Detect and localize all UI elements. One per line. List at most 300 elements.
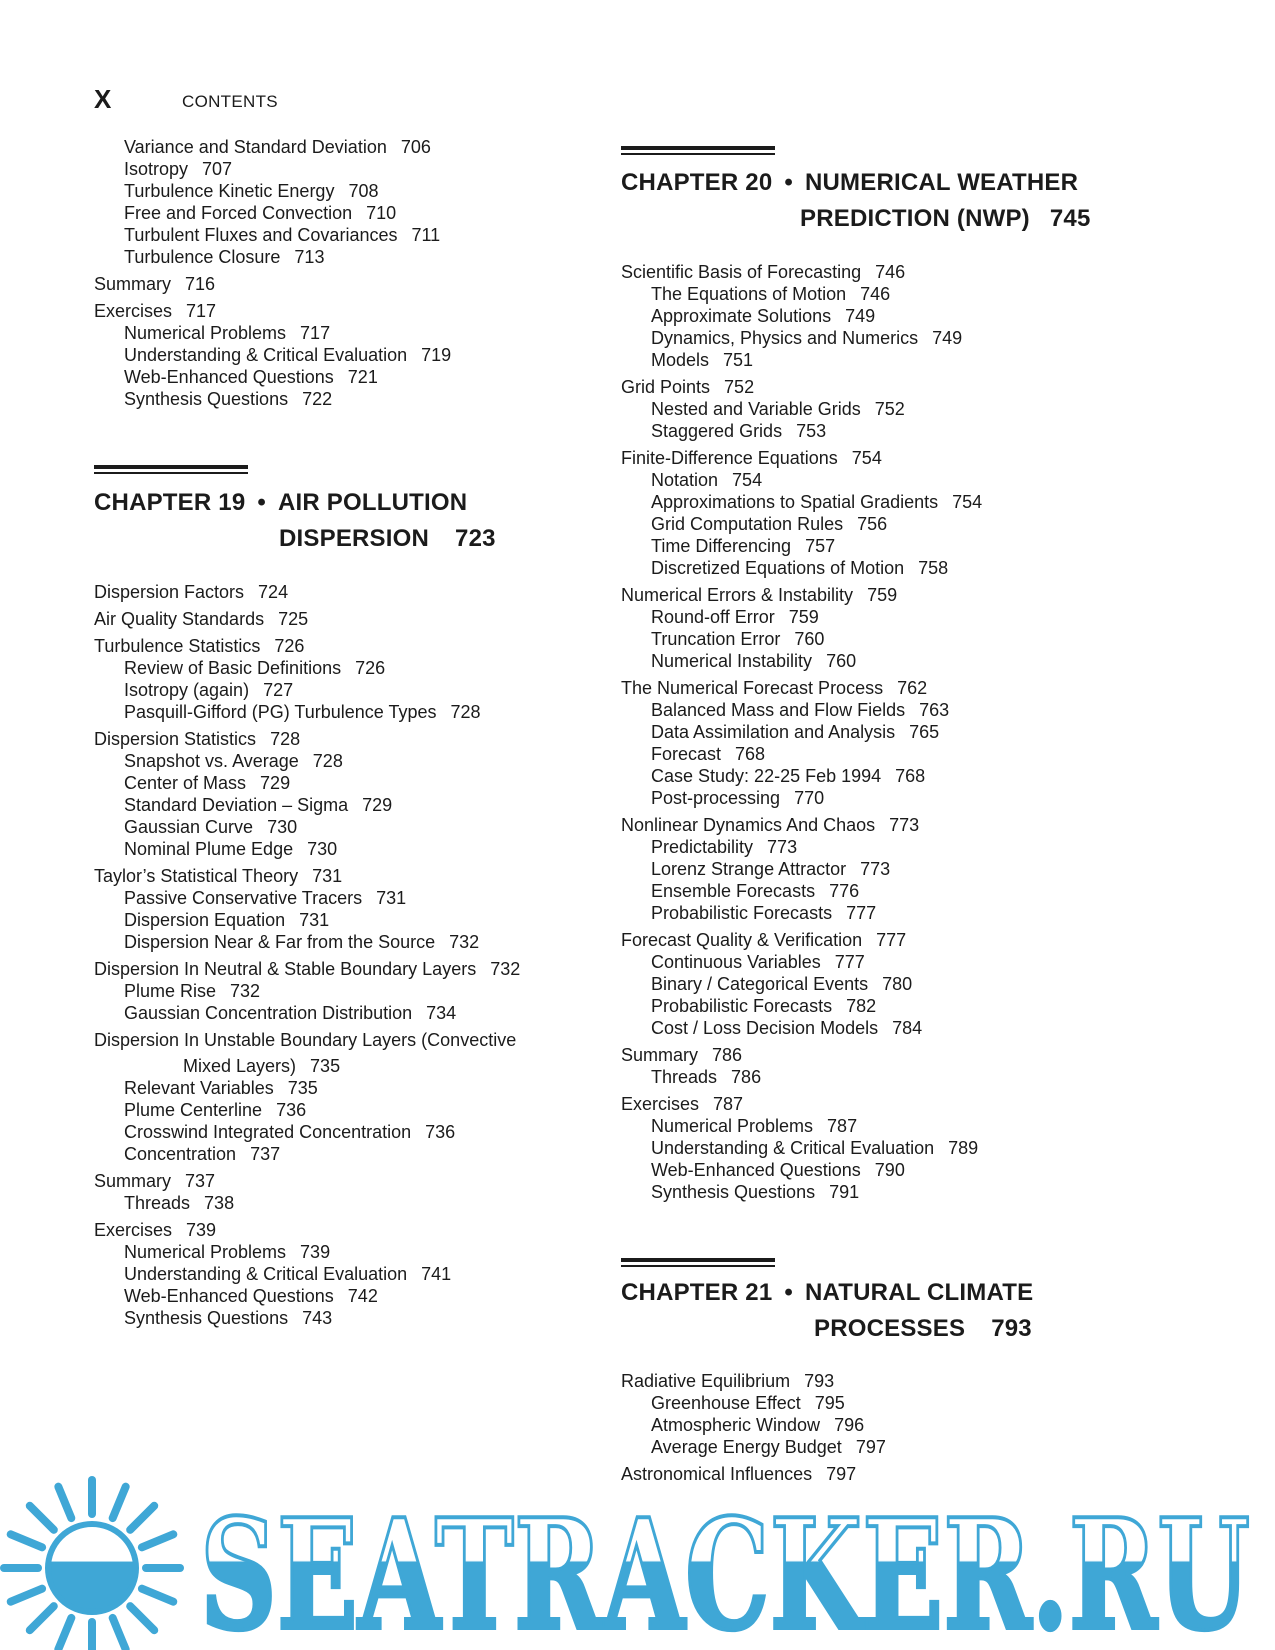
chapter-20-page: 745 [1049,205,1091,232]
toc-entry-page: 731 [312,866,343,886]
toc-entry-title: Nested and Variable Grids [651,399,861,419]
chapter-19-label: CHAPTER 19 [94,489,246,516]
toc-entry [94,300,216,322]
toc-entry-page: 768 [735,744,766,764]
toc-entry-title: Threads [651,1067,718,1087]
toc-entry-title: Numerical Instability [651,651,813,671]
toc-entry-title: Understanding & Critical Evaluation [124,1264,408,1284]
toc-entry [651,902,876,924]
toc-entry [651,535,835,557]
toc-entry-page: 734 [426,1003,457,1023]
toc-entry [651,513,887,535]
toc-entry-page: 758 [918,558,949,578]
chapter-21-heading [621,1274,1033,1312]
toc-entry [124,1077,318,1099]
chapter-20-rule [621,146,775,156]
toc-entry [651,1392,845,1414]
toc-entry-page: 726 [274,636,305,656]
chapter-20-heading-line2 [800,200,1091,238]
toc-entry-title: Web-Enhanced Questions [124,367,334,387]
toc-entry [651,469,762,491]
toc-entry-page: 793 [804,1371,835,1391]
toc-entry [651,836,797,858]
chapter-19-page: 723 [455,525,496,552]
toc-entry-page: 765 [909,722,940,742]
toc-entry [124,1143,280,1165]
toc-entry-page: 729 [362,795,393,815]
toc-entry-title: Air Quality Standards [94,609,265,629]
toc-entry [94,1219,216,1241]
toc-entry-page: 773 [889,815,920,835]
toc-entry-title: Snapshot vs. Average [124,751,299,771]
chapter-21-heading-line2 [814,1310,1032,1348]
toc-entry-page: 732 [490,959,521,979]
toc-entry-title: Isotropy (again) [124,680,250,700]
toc-entry-page: 752 [874,399,905,419]
toc-entry-page: 743 [302,1308,333,1328]
toc-entry [94,273,215,295]
toc-entry [124,1241,330,1263]
toc-entry [651,628,824,650]
toc-entry-title: Binary / Categorical Events [651,974,869,994]
toc-entry-page: 730 [267,817,298,837]
toc-entry [651,1414,864,1436]
chapter-21-label: CHAPTER 21 [621,1279,773,1306]
toc-entry [651,995,876,1017]
toc-entry [651,1017,922,1039]
toc-entry-page: 773 [767,837,798,857]
sun-ray [30,1606,54,1630]
chapter-19-heading [94,484,467,522]
chapter-21-bullet: • [784,1279,793,1306]
toc-entry-title: Numerical Errors & Instability [621,585,854,605]
toc-entry [651,650,856,672]
toc-entry-page: 724 [258,582,289,602]
toc-entry [651,1159,905,1181]
toc-entry-page: 742 [347,1286,378,1306]
toc-entry [621,584,897,606]
toc-entry [651,1181,859,1203]
toc-entry-title: Truncation Error [651,629,781,649]
toc-entry-page: 706 [400,137,431,157]
toc-entry-title: Plume Centerline [124,1100,263,1120]
toc-entry [124,180,379,202]
toc-entry-title: Center of Mass [124,773,247,793]
toc-entry [651,787,824,809]
toc-entry-page: 722 [302,389,333,409]
toc-entry-title: The Numerical Forecast Process [621,678,884,698]
toc-entry [124,816,297,838]
toc-entry-title: Numerical Problems [651,1116,814,1136]
chapter-20-title-line1: NUMERICAL WEATHER [804,169,1079,196]
toc-entry-title: Nominal Plume Edge [124,839,294,859]
toc-entry [621,814,919,836]
toc-entry [124,1307,332,1329]
toc-entry-page: 768 [895,766,926,786]
chapter-20-bullet: • [784,169,793,196]
toc-entry-title: Dispersion Statistics [94,729,257,749]
toc-entry-page: 777 [876,930,907,950]
toc-entry-page: 749 [932,328,963,348]
toc-entry [94,728,300,750]
toc-entry [651,420,826,442]
toc-entry-title: Dispersion In Neutral & Stable Boundary Layers [94,959,477,979]
toc-entry [124,136,431,158]
toc-entry-page: 759 [788,607,819,627]
toc-entry-page: 759 [867,585,898,605]
watermark-text: SEATRACKER.RU [200,1485,1250,1650]
toc-entry [124,344,451,366]
toc-entry-title: Grid Computation Rules [651,514,844,534]
toc-entry-page: 708 [348,181,379,201]
toc-entry-title: Continuous Variables [651,952,821,972]
toc-entry [651,491,982,513]
toc-entry [651,699,949,721]
page-number: X [94,84,112,114]
toc-entry-title: Probabilistic Forecasts [651,903,833,923]
toc-entry [651,973,912,995]
toc-entry-page: 711 [411,225,441,245]
toc-entry-page: 791 [829,1182,860,1202]
toc-entry-page: 728 [312,751,343,771]
toc-entry [124,1099,306,1121]
toc-entry-page: 787 [827,1116,858,1136]
toc-entry-page: 731 [299,910,330,930]
toc-entry-page: 739 [300,1242,331,1262]
toc-entry-page: 760 [826,651,857,671]
toc-entry-title: Relevant Variables [124,1078,274,1098]
sun-ray [142,1589,173,1602]
toc-entry-page: 777 [846,903,877,923]
toc-entry [651,1066,761,1088]
toc-entry-title: Threads [124,1193,191,1213]
sun-ray [11,1534,42,1547]
toc-entry-title: Greenhouse Effect [651,1393,801,1413]
toc-entry-page: 784 [892,1018,923,1038]
toc-entry [651,327,962,349]
toc-entry-page: 730 [307,839,338,859]
toc-entry [621,261,905,283]
toc-entry-page: 732 [449,932,480,952]
toc-entry-title: Exercises [94,301,173,321]
toc-entry-title: Gaussian Curve [124,817,254,837]
toc-entry [124,750,343,772]
toc-entry [651,349,753,371]
toc-entry-page: 737 [250,1144,281,1164]
toc-entry [124,794,392,816]
toc-entry-title: Radiative Equilibrium [621,1371,791,1391]
toc-entry-page: 710 [366,203,397,223]
toc-entry-page: 736 [276,1100,307,1120]
toc-entry-page: 735 [287,1078,318,1098]
toc-entry [621,1044,742,1066]
chapter-20-heading [621,164,1078,202]
toc-entry-page: 751 [723,350,754,370]
toc-entry-title: Predictability [651,837,754,857]
toc-entry [94,1029,530,1051]
chapter-21-page: 793 [991,1315,1032,1342]
toc-entry-page: 790 [874,1160,905,1180]
toc-entry-title: Staggered Grids [651,421,783,441]
toc-entry-page: 725 [278,609,309,629]
toc-entry-title: Web-Enhanced Questions [124,1286,334,1306]
toc-entry-title: The Equations of Motion [651,284,847,304]
toc-entry-page: 782 [846,996,877,1016]
toc-entry-title: Lorenz Strange Attractor [651,859,847,879]
toc-entry [124,246,324,268]
toc-entry-title: Astronomical Influences [621,1464,813,1484]
toc-entry-title: Cost / Loss Decision Models [651,1018,879,1038]
toc-entry [651,951,865,973]
toc-entry-page: 752 [724,377,755,397]
toc-entry [651,858,890,880]
toc-entry-title: Nonlinear Dynamics And Chaos [621,815,876,835]
toc-entry-page: 756 [857,514,888,534]
toc-entry-title: Approximate Solutions [651,306,832,326]
toc-entry [124,838,337,860]
toc-entry-title: Review of Basic Definitions [124,658,342,678]
toc-entry-title: Concentration [124,1144,237,1164]
toc-entry-page: 754 [851,448,882,468]
toc-entry-title: Post-processing [651,788,781,808]
watermark [0,1450,1275,1650]
toc-entry-page: 760 [794,629,825,649]
chapter-21-title-line1: NATURAL CLIMATE [804,1279,1034,1306]
toc-entry-title: Passive Conservative Tracers [124,888,363,908]
toc-entry [621,447,882,469]
chapter-21-title-line2: PROCESSES [814,1315,966,1342]
toc-entry [651,557,948,579]
chapter-21-rule [621,1258,775,1268]
toc-entry-title: Models [651,350,710,370]
toc-entry-title: Synthesis Questions [124,1308,289,1328]
toc-entry [94,1170,215,1192]
toc-entry-page: 776 [829,881,860,901]
toc-entry-page: 716 [185,274,216,294]
toc-entry [124,1263,451,1285]
toc-entry-page: 713 [294,247,325,267]
toc-entry-title: Gaussian Concentration Distribution [124,1003,413,1023]
toc-entry-page: 746 [875,262,906,282]
toc-entry-title: Taylor’s Statistical Theory [94,866,299,886]
toc-entry-page: 717 [300,323,331,343]
sun-ray [113,1618,126,1649]
toc-entry [651,398,905,420]
chapter-19-rule [94,465,248,475]
toc-entry-page: 787 [713,1094,744,1114]
toc-entry-page: 721 [347,367,378,387]
toc-entry-page: 754 [952,492,983,512]
sun-ray [130,1606,154,1630]
toc-entry-title: Forecast [651,744,722,764]
toc-entry [124,887,406,909]
toc-entry-title: Grid Points [621,377,711,397]
toc-entry [621,376,754,398]
toc-entry [94,608,308,630]
chapter-19-title-line1: AIR POLLUTION [277,489,468,516]
toc-entry-title: Notation [651,470,719,490]
toc-entry [124,158,232,180]
toc-entry-title: Balanced Mass and Flow Fields [651,700,906,720]
toc-entry-page: 731 [376,888,407,908]
toc-entry-title: Atmospheric Window [651,1415,821,1435]
toc-entry-title: Free and Forced Convection [124,203,353,223]
toc-entry-title: Variance and Standard Deviation [124,137,387,157]
toc-entry [124,772,290,794]
chapter-19-heading-line2 [279,520,496,558]
toc-entry [651,305,875,327]
toc-entry-title: Summary [94,1171,172,1191]
toc-entry-page: 777 [834,952,865,972]
toc-entry-title: Turbulence Statistics [94,636,261,656]
toc-entry-title: Isotropy [124,159,189,179]
toc-entry-page: 797 [826,1464,857,1484]
toc-entry-page: 735 [310,1056,341,1076]
toc-entry-title: Finite-Difference Equations [621,448,838,468]
toc-entry-title: Exercises [94,1220,173,1240]
sun-logo-icon [4,1480,180,1650]
toc-entry-page: 770 [794,788,825,808]
toc-entry [94,865,342,887]
toc-entry-title: Dispersion Near & Far from the Source [124,932,436,952]
toc-entry-title: Numerical Problems [124,1242,287,1262]
toc-entry [124,388,332,410]
toc-entry-title: Case Study: 22-25 Feb 1994 [651,766,882,786]
toc-entry-page: 729 [260,773,291,793]
toc-entry-page: 754 [732,470,763,490]
toc-entry [183,1055,340,1077]
toc-entry-title: Ensemble Forecasts [651,881,816,901]
toc-entry-page: 780 [882,974,913,994]
sun-ray [58,1487,71,1518]
toc-entry-page: 796 [834,1415,865,1435]
toc-entry-page: 736 [425,1122,456,1142]
toc-entry-title: Turbulence Closure [124,247,281,267]
toc-entry-title: Mixed Layers) [183,1056,297,1076]
toc-entry-page: 739 [186,1220,217,1240]
toc-entry-page: 738 [204,1193,235,1213]
toc-entry [124,701,481,723]
toc-entry-page: 762 [897,678,928,698]
toc-entry-title: Discretized Equations of Motion [651,558,905,578]
sun-ray [11,1589,42,1602]
toc-entry-title: Data Assimilation and Analysis [651,722,896,742]
toc-entry-page: 719 [421,345,452,365]
toc-entry-page: 763 [919,700,950,720]
sun-ray [58,1618,71,1649]
toc-entry [621,929,906,951]
toc-entry-page: 726 [355,658,386,678]
toc-entry-page: 707 [202,159,233,179]
chapter-20-title-line2: PREDICTION (NWP) [800,205,1030,232]
toc-entry-page: 757 [805,536,836,556]
toc-entry-page: 797 [855,1437,886,1457]
toc-entry-title: Summary [621,1045,699,1065]
toc-entry-title: Numerical Problems [124,323,287,343]
toc-entry-title: Time Differencing [651,536,792,556]
toc-entry-page: 717 [186,301,217,321]
toc-entry [124,322,330,344]
toc-entry [621,677,927,699]
toc-entry [94,958,520,980]
toc-entry-title: Average Energy Budget [651,1437,842,1457]
toc-entry [124,1121,455,1143]
toc-entry [124,679,293,701]
toc-entry-title: Standard Deviation – Sigma [124,795,349,815]
toc-entry [94,581,288,603]
toc-entry [124,909,329,931]
toc-entry-title: Probabilistic Forecasts [651,996,833,1016]
toc-entry [124,1192,234,1214]
toc-entry-title: Crosswind Integrated Concentration [124,1122,412,1142]
toc-entry-title: Scientific Basis of Forecasting [621,262,862,282]
toc-entry-title: Dispersion Equation [124,910,286,930]
toc-entry-title: Understanding & Critical Evaluation [651,1138,935,1158]
toc-entry-title: Turbulent Fluxes and Covariances [124,225,398,245]
sun-ray [30,1506,54,1530]
toc-entry [124,224,440,246]
toc-entry-page: 728 [270,729,301,749]
toc-entry-page: 773 [860,859,891,879]
toc-entry-title: Dispersion In Unstable Boundary Layers (Convective [94,1030,517,1050]
toc-entry-page: 753 [796,421,827,441]
toc-entry-title: Forecast Quality & Verification [621,930,863,950]
toc-entry [651,880,859,902]
toc-entry-page: 789 [948,1138,979,1158]
toc-entry [124,202,396,224]
toc-entry-page: 795 [814,1393,845,1413]
toc-entry-page: 728 [450,702,481,722]
running-title: CONTENTS [182,92,278,111]
toc-entry-title: Dynamics, Physics and Numerics [651,328,919,348]
toc-entry [124,1285,378,1307]
toc-entry-title: Round-off Error [651,607,775,627]
toc-entry-title: Approximations to Spatial Gradients [651,492,939,512]
toc-entry [651,1115,857,1137]
toc-entry-page: 732 [230,981,261,1001]
toc-entry-title: Pasquill-Gifford (PG) Turbulence Types [124,702,437,722]
toc-entry-title: Plume Rise [124,981,217,1001]
toc-entry [651,765,925,787]
toc-entry [651,606,819,628]
toc-entry-page: 737 [185,1171,216,1191]
sun-ray [142,1534,173,1547]
toc-entry-title: Web-Enhanced Questions [651,1160,861,1180]
toc-entry-page: 786 [731,1067,762,1087]
toc-entry [94,635,304,657]
toc-entry-title: Understanding & Critical Evaluation [124,345,408,365]
toc-entry-page: 741 [421,1264,452,1284]
toc-entry [621,1093,743,1115]
toc-entry [124,931,479,953]
toc-entry-title: Summary [94,274,172,294]
toc-entry [124,1002,456,1024]
chapter-20-label: CHAPTER 20 [621,169,773,196]
toc-entry [651,283,890,305]
chapter-19-bullet: • [257,489,266,516]
toc-entry-title: Exercises [621,1094,700,1114]
toc-entry-page: 786 [712,1045,743,1065]
toc-entry [124,657,385,679]
toc-entry-page: 727 [263,680,294,700]
toc-entry [651,721,939,743]
toc-entry-title: Synthesis Questions [124,389,289,409]
toc-entry-title: Turbulence Kinetic Energy [124,181,335,201]
chapter-19-title-line2: DISPERSION [279,525,430,552]
toc-entry [621,1370,834,1392]
sun-ray [130,1506,154,1530]
toc-entry [651,1137,978,1159]
